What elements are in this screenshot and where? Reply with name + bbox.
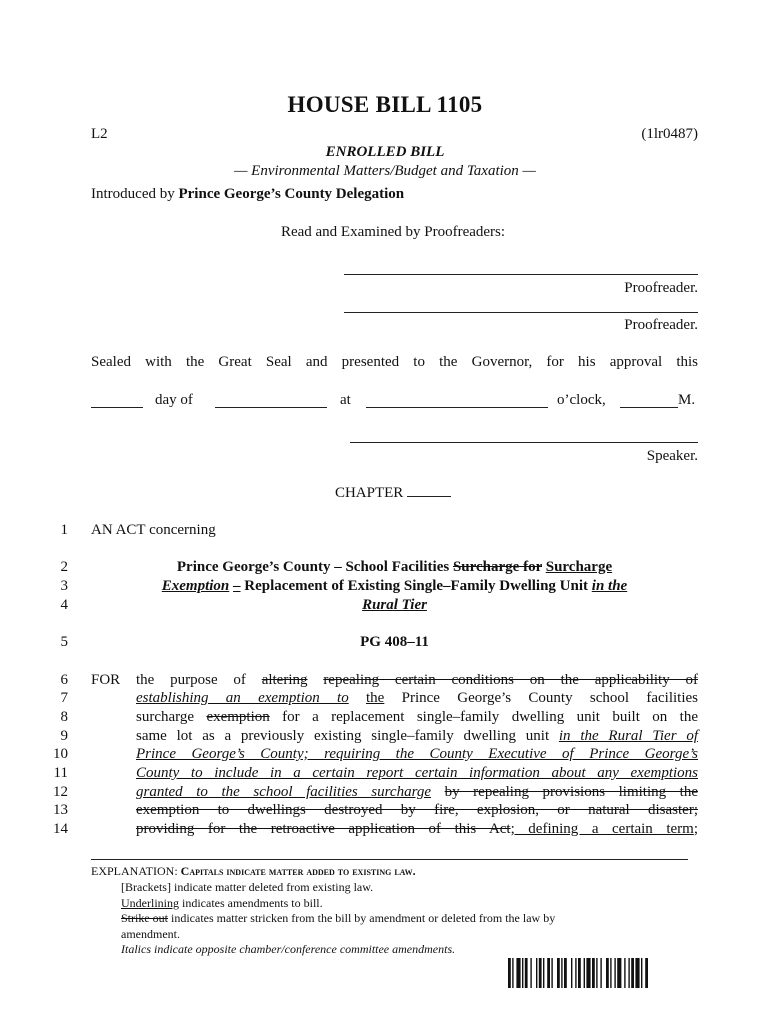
barcode-bar bbox=[641, 958, 642, 988]
purpose-line-12 bbox=[136, 784, 698, 801]
barcode-bar bbox=[561, 958, 562, 988]
for-label: FOR bbox=[91, 672, 121, 688]
month-blank bbox=[215, 407, 327, 408]
purpose-text: for a replacement single–family dwelling unit built on the bbox=[269, 709, 698, 725]
proofreader-signature-line-1 bbox=[344, 274, 698, 275]
subject-text: Replacement of Existing Single–Family Dwelling Unit bbox=[240, 578, 592, 594]
line-number: 12 bbox=[53, 784, 68, 800]
amendment-text: the bbox=[366, 690, 385, 706]
purpose-text: the purpose of bbox=[120, 672, 262, 688]
barcode-bar bbox=[578, 958, 581, 988]
barcode-bar bbox=[586, 958, 590, 988]
introduced-by bbox=[91, 186, 404, 203]
line-number: 6 bbox=[60, 672, 68, 688]
introduced-sponsor: Prince George’s County Delegation bbox=[178, 186, 405, 202]
barcode-image bbox=[508, 958, 698, 988]
barcode-bar bbox=[596, 958, 597, 988]
strikeout-text: indicates matter stricken from the bill by amendment or deleted from the law by bbox=[168, 911, 556, 925]
legend-italics: Italics indicate opposite chamber/conference committee amendments. bbox=[121, 942, 456, 956]
italic-amendment-text: in the bbox=[591, 578, 628, 594]
barcode-bar bbox=[592, 958, 595, 988]
speaker-signature-line bbox=[350, 442, 698, 443]
legend-brackets bbox=[121, 880, 373, 895]
purpose-line-10: Prince George’s County; requiring the County Executive of Prince George’s bbox=[136, 746, 698, 762]
barcode-bar bbox=[508, 958, 511, 988]
line-number: 9 bbox=[60, 728, 68, 744]
amendment-text: – bbox=[233, 578, 241, 594]
barcode-bar bbox=[624, 958, 625, 988]
amendment-text: ; defining a certain term bbox=[510, 821, 694, 837]
barcode-bar bbox=[516, 958, 520, 988]
barcode-bar bbox=[584, 958, 585, 988]
meridiem-blank bbox=[620, 407, 678, 408]
amendment-text: Surcharge bbox=[545, 559, 613, 575]
stricken-text: altering bbox=[261, 672, 308, 688]
speaker-label: Speaker. bbox=[646, 448, 698, 464]
legend-strikeout-cont: amendment. bbox=[121, 927, 180, 941]
day-of-label: day of bbox=[155, 392, 193, 408]
barcode-bar bbox=[557, 958, 560, 988]
line-number: 11 bbox=[53, 765, 68, 781]
line-number: 4 bbox=[60, 597, 68, 613]
amendment-text: Exemption bbox=[161, 578, 230, 594]
legend-underlining bbox=[121, 896, 323, 911]
barcode-bar bbox=[606, 958, 609, 988]
legend-strikeout bbox=[121, 911, 555, 926]
drafting-code: (1lr0487) bbox=[641, 126, 698, 142]
italic-amendment-text: Rural Tier bbox=[362, 597, 427, 613]
bill-number-pg: PG 408–11 bbox=[360, 634, 429, 650]
bill-subject-line-4 bbox=[91, 597, 698, 614]
purpose-line-8 bbox=[136, 709, 698, 726]
barcode-bar bbox=[512, 958, 513, 988]
introduced-prefix: Introduced by bbox=[91, 186, 175, 202]
barcode-bar bbox=[614, 958, 615, 988]
purpose-text: ; bbox=[693, 821, 698, 837]
barcode-bar bbox=[539, 958, 542, 988]
purpose-line-9 bbox=[136, 728, 698, 745]
chapter-line bbox=[0, 484, 770, 502]
stricken-text: repealing certain conditions on the applicability of bbox=[323, 672, 698, 688]
italic-amendment-text: in the Rural Tier of bbox=[558, 728, 698, 744]
purpose-line-7 bbox=[136, 690, 698, 707]
barcode-bar bbox=[571, 958, 572, 988]
at-label: at bbox=[340, 392, 351, 408]
barcode-bar bbox=[645, 958, 648, 988]
committees-label: — Environmental Matters/Budget and Taxation — bbox=[234, 163, 536, 179]
act-concerning: AN ACT concerning bbox=[91, 522, 216, 538]
line-number: 5 bbox=[60, 634, 68, 650]
barcode-bar bbox=[610, 958, 611, 988]
line-number: 1 bbox=[60, 522, 68, 538]
day-blank bbox=[91, 407, 143, 408]
barcode-bar bbox=[617, 958, 621, 988]
line-number: 13 bbox=[53, 802, 68, 818]
underlining-mark: Underlining bbox=[121, 896, 179, 910]
line-number: 14 bbox=[53, 821, 68, 837]
purpose-line-14 bbox=[136, 821, 698, 838]
stricken-text: providing for the retroactive application of this Act bbox=[136, 821, 511, 837]
brackets-mark: [Brackets] bbox=[121, 880, 171, 894]
meridiem-label: M. bbox=[678, 392, 696, 408]
barcode-bar bbox=[575, 958, 576, 988]
italic-amendment-text: establishing an exemption to bbox=[136, 690, 349, 706]
purpose-text: Prince George’s County school facilities bbox=[384, 690, 698, 706]
bill-title: HOUSE BILL 1105 bbox=[287, 92, 483, 117]
chapter-label: CHAPTER bbox=[334, 485, 404, 501]
purpose-text: same lot as a previously existing single–family dwelling unit bbox=[136, 728, 559, 744]
bill-subject-line-2 bbox=[91, 559, 698, 576]
stricken-text: exemption bbox=[206, 709, 270, 725]
explanation-rule bbox=[91, 859, 688, 860]
barcode-bar bbox=[547, 958, 550, 988]
line-number: 3 bbox=[60, 578, 68, 594]
line-number: 8 bbox=[60, 709, 68, 725]
barcode-bar bbox=[525, 958, 528, 988]
stricken-text: by repealing provisions limiting the bbox=[444, 784, 699, 800]
proofreader-label-2: Proofreader. bbox=[624, 317, 698, 333]
barcode-bar bbox=[564, 958, 567, 988]
strikeout-mark: Strike out bbox=[121, 911, 168, 925]
italic-amendment-text: granted to the school facilities surcharge bbox=[136, 784, 432, 800]
proofreader-label-1: Proofreader. bbox=[624, 280, 698, 296]
sealed-statement: Sealed with the Great Seal and presented to the Governor, for his approval this bbox=[91, 354, 698, 370]
brackets-text: indicate matter deleted from existing law. bbox=[170, 880, 374, 894]
oclock-label: o’clock, bbox=[557, 392, 606, 408]
explanation-prefix: EXPLANATION: bbox=[91, 864, 178, 878]
subject-text: Prince George’s County – School Facilities bbox=[176, 559, 453, 575]
line-number: 2 bbox=[60, 559, 68, 575]
read-examined: Read and Examined by Proofreaders: bbox=[280, 224, 506, 240]
enrolled-label: ENROLLED BILL bbox=[325, 144, 445, 160]
subject-code: L2 bbox=[91, 126, 108, 142]
barcode-bar bbox=[522, 958, 523, 988]
proofreader-signature-line-2 bbox=[344, 312, 698, 313]
purpose-text: surcharge bbox=[136, 709, 207, 725]
barcode-bar bbox=[536, 958, 537, 988]
explanation-capitals: Capitals indicate matter added to existing law. bbox=[180, 864, 416, 878]
barcode-bar bbox=[628, 958, 629, 988]
barcode-bar bbox=[600, 958, 601, 988]
chapter-blank bbox=[407, 484, 451, 497]
line-number: 10 bbox=[53, 746, 68, 762]
time-blank bbox=[366, 407, 548, 408]
line-number: 7 bbox=[60, 690, 68, 706]
underlining-text: indicates amendments to bill. bbox=[179, 896, 323, 910]
barcode-bar bbox=[530, 958, 531, 988]
stricken-text: Surcharge for bbox=[452, 559, 542, 575]
barcode-bar bbox=[543, 958, 544, 988]
barcode-bar bbox=[631, 958, 634, 988]
bill-subject-line-3 bbox=[91, 578, 698, 595]
purpose-line-13: exemption to dwellings destroyed by fire, explosion, or natural disaster; bbox=[136, 802, 698, 818]
barcode-bar bbox=[635, 958, 639, 988]
explanation-heading bbox=[91, 864, 416, 879]
purpose-line-6 bbox=[91, 672, 698, 689]
barcode-bar bbox=[551, 958, 552, 988]
purpose-line-11: County to include in a certain report certain information about any exemptions bbox=[136, 765, 698, 781]
